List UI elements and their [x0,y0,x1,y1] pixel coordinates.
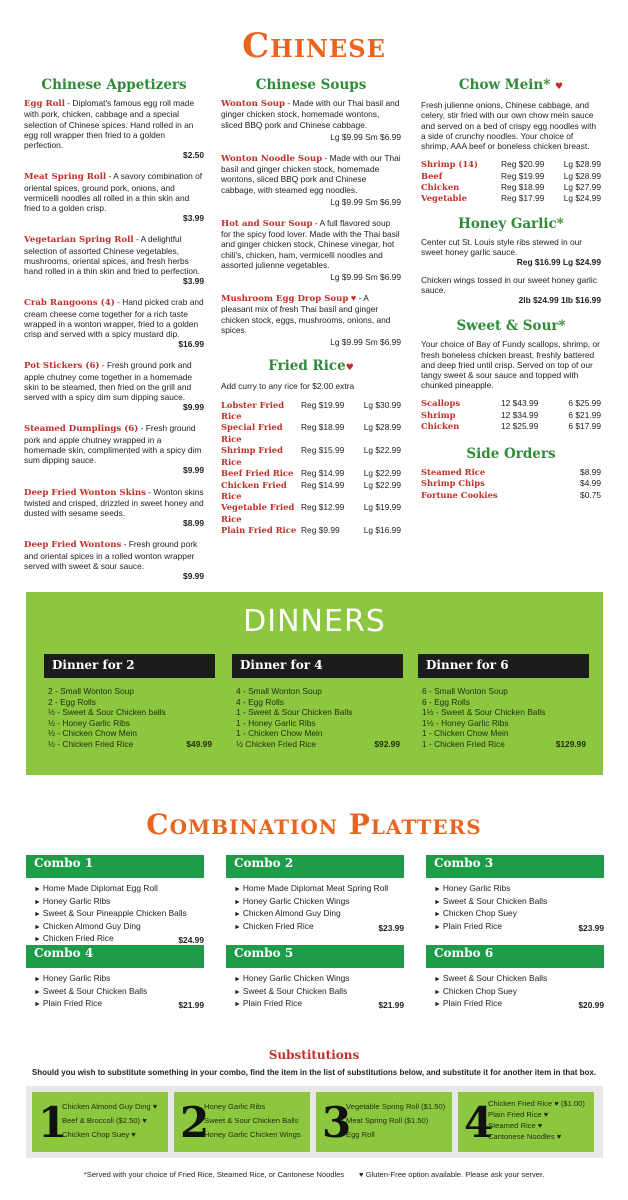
item-price: $3.99 [183,276,204,287]
item-name: Vegetable Fried Rice [221,502,295,524]
group-item: Chicken Chop Suey ♥ [62,1130,136,1139]
combo-line: ► Chicken Fried Rice [234,921,404,934]
item-price: Lg $9.99 Sm $6.99 [330,196,401,207]
dinners-section [26,592,603,775]
combo-line: ► Home Made Diplomat Egg Roll [34,883,204,896]
dinner-line [48,739,212,750]
group-items [488,1098,585,1142]
substitutions-title: Substitutions [268,1048,360,1062]
group-item: Sweet & Sour Chicken Balls [204,1116,299,1125]
reg-price: Reg $15.99 [301,445,345,456]
item-desc: - Made with our Thai basil and ginger chicken stock, homemade wontons, sliced BBQ pork and Chinese cabbage, with steamed egg noodles. [221,153,401,195]
reg-price: Reg $17.99 [501,193,545,204]
dinner-box-title: Dinner for 6 [418,654,589,678]
chow-mein-heading [421,77,601,93]
sweet-sour-desc: Your choice of Bay of Fundy scallops, shrimp, or fresh boneless chicken breast, freshly battered and deep fried until crisp. Served on top of our tangy sweet & sour sauce and topped with chunked pineapple. [421,339,600,391]
heart-icon: ♥ [348,293,357,304]
right-column [421,77,601,501]
combo-line: ► Sweet & Sour Pineapple Chicken Balls [34,908,204,921]
item-desc: - Wonton skins twisted and crisped, drizzled in sweet honey and dusted with sesame seeds. [24,486,204,518]
item-price: $4.99 [580,478,601,489]
combo-line: ► Sweet & Sour Chicken Balls [234,986,404,999]
lg-price: 6 $25.99 [568,398,601,409]
group-item: Honey Garlic Ribs [204,1102,266,1111]
dinner-line [422,739,586,750]
combo-line: ► Plain Fried Rice [434,921,604,934]
combo-price: $23.99 [578,922,604,933]
dinner-box-title: Dinner for 2 [44,654,215,678]
dinner-box [44,654,215,750]
item-name: Chicken [421,182,460,193]
item-price: $9.99 [183,465,204,476]
combo-line: ► Sweet & Sour Chicken Balls [34,986,204,999]
price-row [421,171,601,182]
combo-line: ► Home Made Diplomat Meat Spring Roll [234,883,404,896]
dinner-line: 1 - Chicken Chow Mein [236,728,323,739]
menu-item [24,171,204,223]
item-name: Shrimp [421,409,456,420]
item-price: $8.99 [580,466,601,477]
substitutions-band [26,1086,603,1158]
combo-line: ► Honey Garlic Ribs [34,896,204,909]
group-items [62,1100,157,1142]
lg-price: 6 $17.99 [568,421,601,432]
dinner-box [418,654,589,750]
group-item: Chicken Fried Rice ♥ ($1.00) [488,1099,585,1108]
item-name: Egg Roll [24,99,65,110]
item-name: Beef Fried Rice [221,468,294,479]
price-row [421,478,601,489]
menu-item [221,218,401,282]
combo-box-title: Combo 5 [226,945,404,968]
lg-price: Lg $22.99 [363,479,401,490]
item-name: Vegetable [421,193,467,204]
combo-box-title: Combo 2 [226,855,404,878]
price-row [221,480,401,503]
price-row [221,468,401,479]
dinner-box-items [232,678,403,750]
combo-box [226,945,404,1011]
item-name: Lobster Fried Rice [221,399,285,422]
reg-price: Reg $14.99 [301,468,345,479]
item-name: Deep Fried Wontons [24,540,122,551]
group-item: Vegetable Spring Roll ($1.50) [346,1102,446,1111]
item-name: Wonton Soup [221,99,286,110]
item-name: Vegetarian Spring Roll [24,235,134,246]
dinner-line: 1 - Chicken Chow Mein [422,728,509,739]
group-item: Steamed Rice ♥ [488,1121,543,1130]
combo-price: $20.99 [578,1000,604,1011]
combo-line: ► Sweet & Sour Chicken Balls [434,896,604,909]
menu-item [221,98,401,142]
menu-item [24,360,204,412]
dinner-box-items [44,678,215,750]
lg-price: Lg $24.99 [563,193,601,204]
combo-line: ► Chicken Almond Guy Ding [234,908,404,921]
combo-line: ► Plain Fried Rice [434,998,604,1011]
soups-section [221,77,401,537]
dinner-line-text: 1 - Chicken Fried Rice [422,738,505,749]
combo-title: Combination Platters [146,808,482,841]
group-items [346,1100,445,1142]
price-row [421,159,601,170]
item-name: Shrimp Fried Rice [221,445,283,467]
fried-rice-list [221,400,401,537]
substitutions-text: Should you wish to substitute something in your combo, find the item in the list of substitutions below, and substitute it for another item in that box. [31,1068,597,1077]
menu-item [24,423,204,475]
price-row [421,398,601,409]
combo-line: ► Honey Garlic Chicken Wings [234,896,404,909]
dinners-title: DINNERS [243,604,386,639]
item-name: Mushroom Egg Drop Soup [221,294,349,305]
price-row [421,421,601,432]
menu-item [221,293,401,347]
lg-price: 6 $21.99 [568,409,601,420]
item-desc: - Hand picked crab and cream cheese come together for a rich taste wrapped in a wonton wrapper, fried to a golden crisp and served with a spicy mustard dip. [24,297,204,340]
item-desc: - A pleasant mix of fresh Thai basil and ginger chicken stock, eggs, mushrooms, onions, and spices. [221,293,391,335]
chow-mein-list [421,159,601,205]
footer-note-served: *Served with your choice of Fried Rice, Steamed Rice, or Cantonese Noodles [83,1170,345,1179]
lg-price: Lg $27.99 [563,182,601,193]
reg-price: Reg $19.99 [301,399,345,410]
dinner-price: $49.99 [186,738,212,749]
price-row [221,502,401,525]
price-row [421,490,601,501]
combo-box-title: Combo 3 [426,855,604,878]
item-name: Wonton Noodle Soup [221,154,323,165]
side-orders-list [421,467,601,501]
item-name: Meat Spring Roll [24,172,107,183]
group-number: 3 [322,1098,352,1147]
fried-rice-heading [221,358,401,375]
combo-line: ► Plain Fried Rice [34,998,204,1011]
honey-garlic-price2: 2lb $24.99 1lb $16.99 [518,295,601,306]
combo-box [226,855,404,933]
appetizers-section [24,77,204,592]
dinner-price: $92.99 [374,738,400,749]
item-desc: - A savory combination of oriental spices, ground pork, onions, and vermicelli noodles all rolled in a thin skin and fried to a golden crisp. [24,171,203,214]
menu-item [24,539,204,581]
price-row [221,525,401,536]
reg-price: 12 $25.99 [501,421,539,432]
lg-price: Lg $28.99 [363,422,401,433]
reg-price: Reg $9.99 [301,525,340,536]
item-name: Deep Fried Wonton Skins [24,487,146,498]
group-item: Beef & Broccoli ($2.50) ♥ [62,1116,147,1125]
honey-garlic-heading: Honey Garlic* [458,215,564,232]
item-name: Scallops [421,398,461,409]
reg-price: Reg $14.99 [301,479,345,490]
dinner-box [232,654,403,750]
page-title: Chinese [242,26,386,66]
dinner-line: 1½ - Honey Garlic Ribs [422,717,509,728]
substitution-group [174,1092,310,1152]
combo-box-title: Combo 6 [426,945,604,968]
item-price: $8.99 [183,518,204,529]
menu-item [221,153,401,207]
group-item: Honey Garlic Chicken Wings [204,1130,301,1139]
combo-box [426,945,604,1011]
group-item: Egg Roll [346,1130,375,1139]
combo-line: ► Chicken Chop Suey [434,908,604,921]
item-name: Pot Stickers (6) [24,361,100,372]
price-row [421,410,601,421]
menu-item [24,487,204,529]
dinner-line: 1 - Honey Garlic Ribs [236,717,316,728]
combo-box [26,945,204,1011]
group-items [204,1100,301,1142]
group-item: Plain Fried Rice ♥ [488,1110,549,1119]
item-name: Crab Rangoons (4) [24,298,115,309]
dinner-line: 2 - Small Wonton Soup [48,686,134,696]
lg-price: Lg $22.99 [363,445,401,456]
menu-item [24,98,204,160]
item-name: Chicken Fried Rice [221,479,287,501]
item-price: Lg $9.99 Sm $6.99 [330,337,401,348]
group-item: Cantonese Noodles ♥ [488,1132,562,1141]
item-name: Beef [421,170,443,181]
item-desc: - A full flavored soup for the spicy food lover. Made with the Thai basil and ginger chicken stock, Chinese vinegar, hot chili's, chicken, ham, vermicelli noodles and assorted julienne vegetables. [221,218,400,270]
price-row [221,422,401,445]
menu-item [24,297,204,349]
reg-price: Reg $19.99 [501,170,545,181]
dinner-line: 6 - Small Wonton Soup [422,686,508,696]
footer [0,1170,628,1179]
reg-price: Reg $18.99 [501,182,545,193]
item-name: Shrimp Chips [421,478,485,489]
dinner-line: 2 - Egg Rolls [48,696,96,707]
honey-garlic-desc2: Chicken wings tossed in our sweet honey garlic sauce. [421,274,597,295]
item-name: Shrimp (14) [421,159,478,170]
dinner-line: 1 - Sweet & Sour Chicken Balls [236,707,353,718]
combo-line: ► Honey Garlic Chicken Wings [234,973,404,986]
combo-line: ► Sweet & Sour Chicken Balls [434,973,604,986]
sweet-sour-heading: Sweet & Sour* [456,318,566,335]
item-price: $16.99 [178,339,204,350]
item-price: $9.99 [183,570,204,581]
item-name: Special Fried Rice [221,422,283,444]
soups-list [221,98,401,347]
dinner-line: 1½ - Sweet & Sour Chicken Balls [422,707,546,718]
dinner-line: 4 - Small Wonton Soup [236,686,322,696]
combo-box-title: Combo 1 [26,855,204,878]
combo-box [426,855,604,933]
combo-line: ► Honey Garlic Ribs [34,973,204,986]
dinner-line: ½ - Chicken Chow Mein [48,728,137,739]
price-row [221,400,401,423]
lg-price: Lg $16.99 [363,525,401,536]
lg-price: Lg $30.99 [363,399,401,410]
dinner-line: ½ - Sweet & Sour Chicken balls [48,707,166,718]
price-row [221,445,401,468]
fried-rice-heading-text: Fried Rice [268,358,346,375]
group-number: 1 [38,1098,68,1147]
reg-price: Reg $20.99 [501,159,545,170]
item-name: Fortune Cookies [421,489,498,500]
combo-price: $23.99 [378,922,404,933]
lg-price: Lg $22.99 [363,468,401,479]
group-item: Meat Spring Roll ($1.50) [346,1116,429,1125]
item-desc: - Fresh ground pork and apple chutney wrapped in a homemade skin, complimented with a spicy dim sum dipping sauce. [24,423,202,466]
group-item: Chicken Almond Guy Ding ♥ [62,1102,158,1111]
item-name: Hot and Sour Soup [221,219,313,230]
reg-price: Reg $18.99 [301,422,345,433]
dinner-line: 6 - Egg Rolls [422,696,470,707]
dinner-box-items [418,678,589,750]
appetizers-heading: Chinese Appetizers [41,77,187,93]
substitution-group [32,1092,168,1152]
sweet-sour-list [421,398,601,432]
group-number: 4 [464,1098,494,1147]
item-desc: - Fresh ground pork and oriental spices in a rolled wonton wrapper served with sweet & sour sauce. [24,539,198,571]
item-price: Lg $9.99 Sm $6.99 [330,272,401,283]
dinner-line-text: ½ Chicken Fried Rice [236,738,317,749]
lg-price: Lg $28.99 [563,159,601,170]
combo-box [26,855,204,946]
dinner-line [236,739,400,750]
footer-note-gluten: ♥ Gluten-Free option available. Please ask your server. [359,1170,545,1179]
item-price: $2.50 [183,150,204,161]
reg-price: 12 $43.99 [501,398,539,409]
item-price: $0.75 [580,489,601,500]
dinner-line-text: ½ - Chicken Fried Rice [48,738,134,749]
combo-price: $21.99 [378,1000,404,1011]
combo-line: ► Chicken Chop Suey [434,986,604,999]
combo-line: ► Honey Garlic Ribs [434,883,604,896]
item-price: $3.99 [183,213,204,224]
honey-garlic-price1: Reg $16.99 Lg $24.99 [516,257,601,268]
heart-icon: ♥ [555,82,564,92]
item-name: Steamed Rice [421,466,486,477]
item-desc: - Made with our Thai basil and ginger chicken stock, homemade wontons, sliced BBQ pork and Chinese cabbage. [221,98,400,130]
dinner-line: 4 - Egg Rolls [236,696,284,707]
fried-rice-note: Add curry to any rice for $2.00 extra [221,381,355,392]
appetizers-list [24,98,204,581]
soups-heading: Chinese Soups [255,77,367,93]
item-name: Chicken [421,421,460,432]
dinner-box-title: Dinner for 4 [232,654,403,678]
item-price: Lg $9.99 Sm $6.99 [330,131,401,142]
honey-garlic-desc1: Center cut St. Louis style ribs stewed in our sweet honey garlic sauce. [421,237,583,258]
item-name: Steamed Dumplings (6) [24,424,139,435]
substitution-group [316,1092,452,1152]
lg-price: Lg $19.99 [363,502,401,513]
heart-icon: ♥ [345,363,354,374]
substitution-group [458,1092,594,1152]
item-desc: - Fresh ground pork and apple chutney come together in a homemade skin to be steamed, then fried on the grill and served with a spicy dim sum dipping sauce. [24,360,193,403]
reg-price: Reg $12.99 [301,502,345,513]
dinner-price: $129.99 [555,738,586,749]
group-number: 2 [180,1098,210,1147]
combo-line: ► Chicken Fried Rice [34,933,204,946]
combo-line: ► Chicken Almond Guy Ding [34,921,204,934]
chow-mein-heading-text: Chow Mein* [458,77,551,93]
price-row [421,182,601,193]
chow-mein-desc: Fresh julienne onions, Chinese cabbage, and celery, stir fried with our own chow mein sauce and served on a bed of crispy egg noodles with a side of crunchy noodles. Your choice of shrimp, AAA beef or boneless chicken breast. [421,100,597,152]
side-orders-heading: Side Orders [466,445,556,462]
item-desc: - A delightful selection of assorted Chinese vegetables, mushrooms, oriental spices, and fresh herbs hand rolled in a thin skin and fried to perfection. [24,234,200,277]
combo-price: $21.99 [178,1000,204,1011]
lg-price: Lg $28.99 [563,170,601,181]
reg-price: 12 $34.99 [501,409,539,420]
price-row [421,193,601,204]
menu-item [24,234,204,286]
dinner-line: ½ - Honey Garlic Ribs [48,717,130,728]
item-name: Plain Fried Rice [221,525,297,536]
item-price: $9.99 [183,402,204,413]
price-row [421,467,601,478]
item-desc: - Diplomat's famous egg roll made with pork, chicken, cabbage and a special selection of Chinese spices. Hand rolled in an egg roll wrapper then fried to a golden perfection. [24,98,195,151]
combo-line: ► Plain Fried Rice [234,998,404,1011]
combo-price: $24.99 [178,935,204,946]
combo-box-title: Combo 4 [26,945,204,968]
